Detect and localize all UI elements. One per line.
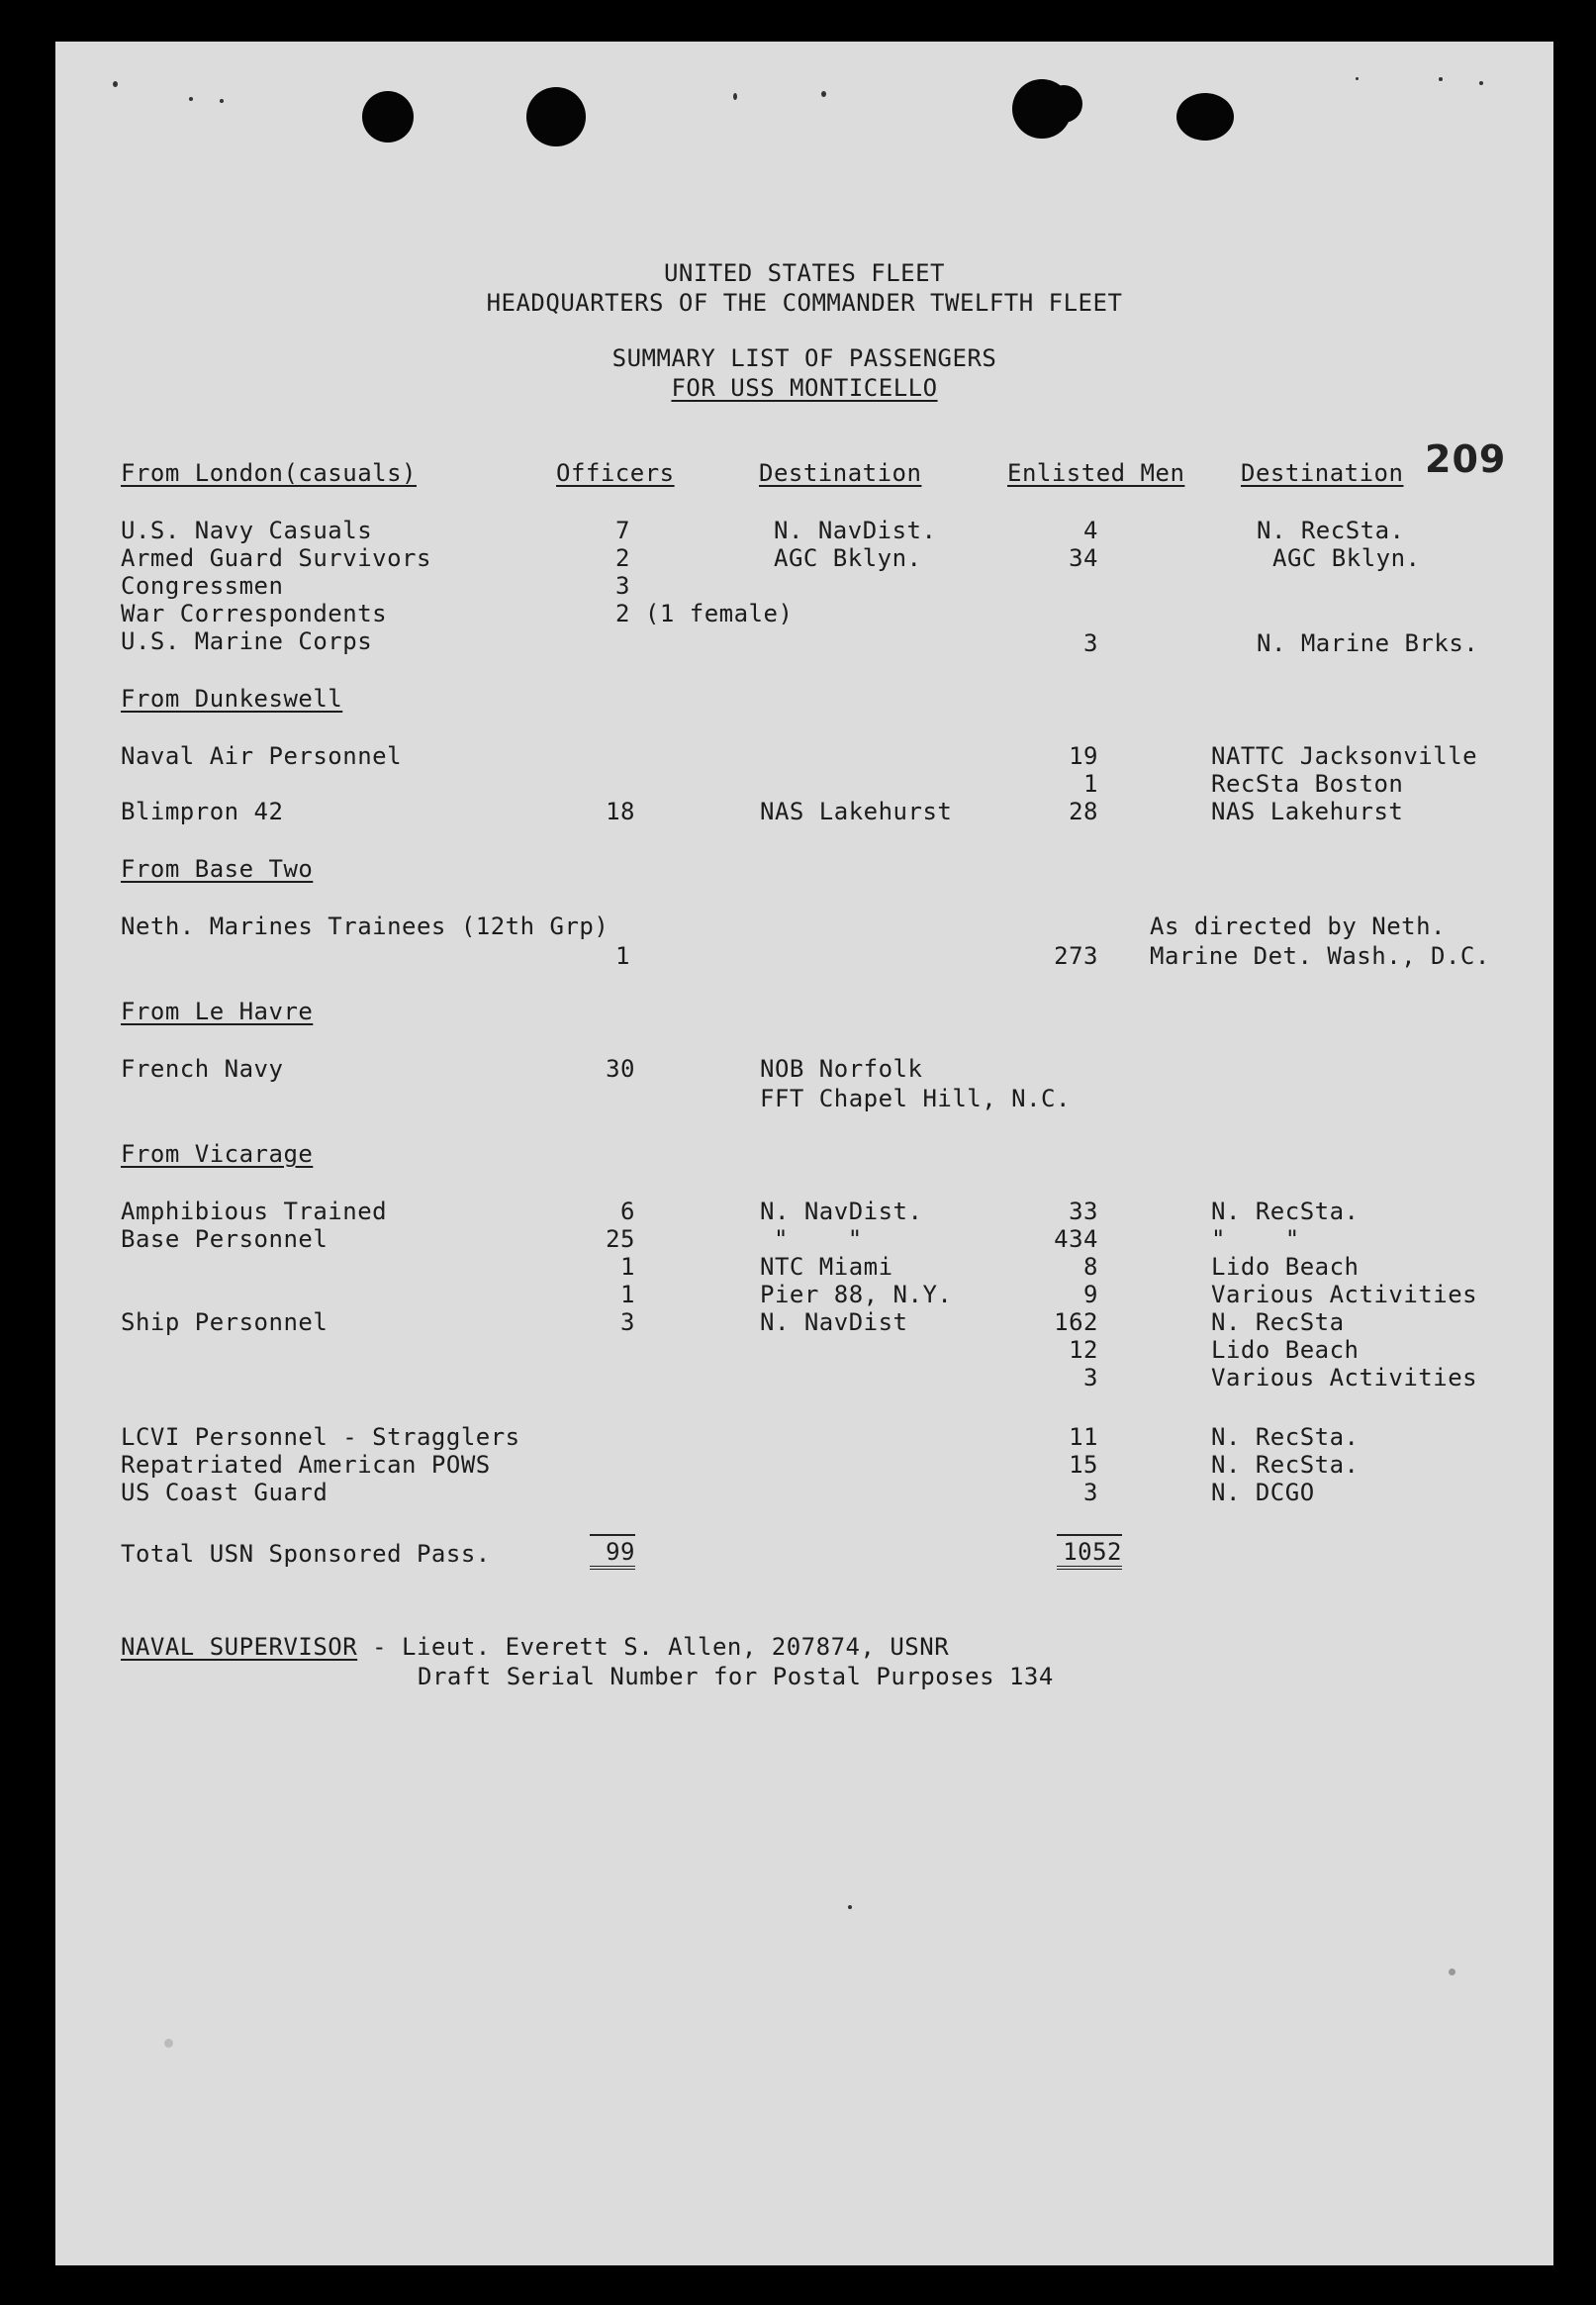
row-label: French Navy: [121, 1055, 284, 1083]
section-heading-vicarage: From Vicarage: [121, 1140, 314, 1168]
speck: [1439, 77, 1443, 81]
enlisted-count: 12: [1069, 1336, 1098, 1364]
speck: [848, 1905, 852, 1909]
header-line-3: SUMMARY LIST OF PASSENGERS: [611, 344, 997, 372]
supervisor-line: [121, 1633, 949, 1661]
row-label: Base Personnel: [121, 1225, 329, 1253]
speck: [220, 99, 224, 103]
speck: [164, 2039, 173, 2048]
enlisted-destination: Various Activities: [1211, 1364, 1478, 1392]
officers-count: 25: [606, 1225, 635, 1253]
officers-count: 30: [606, 1055, 635, 1083]
row-label: Repatriated American POWS: [121, 1451, 491, 1479]
section-heading-london: From London(casuals): [121, 459, 417, 487]
officers-destination: N. NavDist.: [760, 1198, 923, 1225]
enlisted-count: 33: [1069, 1198, 1098, 1225]
punch-hole: [526, 87, 586, 146]
column-header-destination: Destination: [1241, 459, 1404, 487]
speck: [1356, 77, 1359, 80]
officers-destination: N. NavDist: [760, 1308, 908, 1336]
punch-hole: [362, 91, 414, 143]
enlisted-count: 28: [1069, 798, 1098, 825]
draft-serial-line: Draft Serial Number for Postal Purposes 134: [418, 1663, 1054, 1690]
supervisor-label: NAVAL SUPERVISOR: [121, 1633, 358, 1661]
speck: [189, 97, 193, 101]
row-label: Congressmen: [121, 572, 284, 600]
enlisted-destination: RecSta Boston: [1211, 770, 1404, 798]
document-page: [55, 42, 1553, 2265]
header-line-2: HEADQUARTERS OF THE COMMANDER TWELFTH FLEET: [486, 289, 1123, 317]
total-label: Total USN Sponsored Pass.: [121, 1540, 491, 1568]
row-label: Naval Air Personnel: [121, 742, 403, 770]
enlisted-destination: N. DCGO: [1211, 1479, 1315, 1506]
officers-count: 18: [606, 798, 635, 825]
section-heading-dunkeswell: From Dunkeswell: [121, 685, 343, 713]
officers-destination: NTC Miami: [760, 1253, 893, 1281]
officers-count: 6: [620, 1198, 635, 1225]
section-heading-base-two: From Base Two: [121, 855, 314, 883]
enlisted-destination: N. RecSta.: [1211, 1423, 1360, 1451]
total-enlisted-box: [1057, 1534, 1122, 1570]
enlisted-destination: NATTC Jacksonville: [1211, 742, 1478, 770]
enlisted-count: 3: [1083, 1364, 1098, 1392]
officers-destination: AGC Bklyn.: [774, 544, 922, 572]
enlisted-count: 4: [1083, 517, 1098, 544]
column-header-enlisted: Enlisted Men: [1007, 459, 1185, 487]
enlisted-count: 11: [1069, 1423, 1098, 1451]
officers-destination: FFT Chapel Hill, N.C.: [760, 1085, 1071, 1112]
punch-hole: [1176, 93, 1234, 141]
speck: [821, 91, 826, 97]
row-label: Armed Guard Survivors: [121, 544, 431, 572]
row-label: Neth. Marines Trainees (12th Grp): [121, 912, 610, 940]
enlisted-destination: N. RecSta.: [1257, 517, 1405, 544]
enlisted-count: 3: [1083, 629, 1098, 657]
column-header-officers: Officers: [556, 459, 675, 487]
officers-destination: " ": [774, 1225, 863, 1253]
speck: [113, 81, 118, 87]
total-officers: 99: [606, 1538, 635, 1566]
row-label: LCVI Personnel - Stragglers: [121, 1423, 520, 1451]
enlisted-destination: AGC Bklyn.: [1272, 544, 1421, 572]
officers-count: 3: [620, 1308, 635, 1336]
enlisted-destination: N. RecSta.: [1211, 1451, 1360, 1479]
total-enlisted: 1052: [1063, 1538, 1122, 1566]
enlisted-count: 434: [1054, 1225, 1098, 1253]
header-line-4: FOR USS MONTICELLO: [671, 374, 938, 402]
page-number: 209: [1425, 437, 1507, 481]
enlisted-count: 273: [1054, 942, 1098, 970]
section-heading-le-havre: From Le Havre: [121, 998, 314, 1025]
enlisted-destination: " ": [1211, 1225, 1300, 1253]
row-label: Blimpron 42: [121, 798, 284, 825]
enlisted-count: 34: [1069, 544, 1098, 572]
officers-destination: NOB Norfolk: [760, 1055, 923, 1083]
enlisted-count: 162: [1054, 1308, 1098, 1336]
row-label: U.S. Marine Corps: [121, 627, 373, 655]
enlisted-destination: Various Activities: [1211, 1281, 1478, 1308]
enlisted-count: 8: [1083, 1253, 1098, 1281]
speck: [733, 93, 737, 100]
row-label: US Coast Guard: [121, 1479, 329, 1506]
enlisted-destination: Marine Det. Wash., D.C.: [1150, 942, 1490, 970]
officers-destination: Pier 88, N.Y.: [760, 1281, 953, 1308]
enlisted-count: 15: [1069, 1451, 1098, 1479]
column-header-destination: Destination: [759, 459, 922, 487]
officers-count: 2 (1 female): [615, 600, 794, 627]
total-officers-box: [590, 1534, 635, 1570]
supervisor-text: - Lieut. Everett S. Allen, 207874, USNR: [357, 1633, 950, 1661]
enlisted-destination: N. Marine Brks.: [1257, 629, 1479, 657]
officers-count: 7: [615, 517, 630, 544]
enlisted-count: 9: [1083, 1281, 1098, 1308]
enlisted-destination: N. RecSta.: [1211, 1198, 1360, 1225]
row-label: U.S. Navy Casuals: [121, 517, 373, 544]
punch-hole: [1045, 85, 1082, 123]
enlisted-count: 3: [1083, 1479, 1098, 1506]
enlisted-destination: N. RecSta: [1211, 1308, 1345, 1336]
officers-count: 1: [620, 1281, 635, 1308]
enlisted-destination: As directed by Neth.: [1150, 912, 1446, 940]
officers-count: 2: [615, 544, 630, 572]
enlisted-count: 1: [1083, 770, 1098, 798]
enlisted-destination: NAS Lakehurst: [1211, 798, 1404, 825]
speck: [1479, 81, 1483, 85]
officers-count: 1: [620, 1253, 635, 1281]
header-line-1: UNITED STATES FLEET: [663, 259, 946, 287]
row-label: Ship Personnel: [121, 1308, 329, 1336]
row-label: Amphibious Trained: [121, 1198, 388, 1225]
speck: [1449, 1969, 1455, 1975]
officers-destination: NAS Lakehurst: [760, 798, 953, 825]
enlisted-count: 19: [1069, 742, 1098, 770]
enlisted-destination: Lido Beach: [1211, 1253, 1360, 1281]
officers-destination: N. NavDist.: [774, 517, 937, 544]
enlisted-destination: Lido Beach: [1211, 1336, 1360, 1364]
row-label: War Correspondents: [121, 600, 388, 627]
officers-count: 1: [615, 942, 630, 970]
officers-count: 3: [615, 572, 630, 600]
